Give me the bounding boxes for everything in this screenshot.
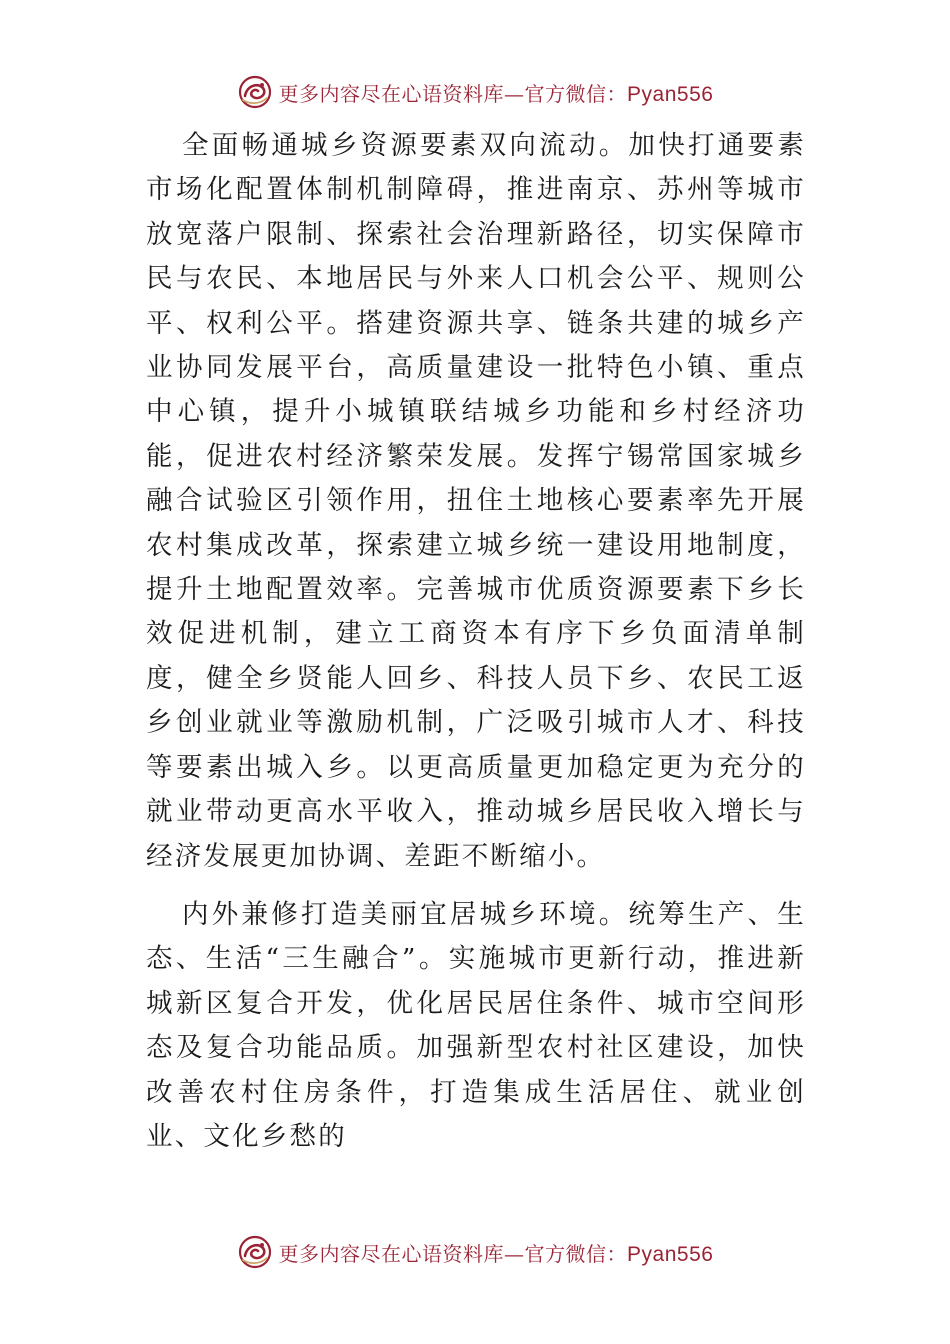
header-banner (0, 72, 950, 112)
footer-wechat-id: Pyan556 (627, 1242, 714, 1266)
header-wechat-id: Pyan556 (627, 82, 714, 106)
paragraph-livable-environment: 内外兼修打造美丽宜居城乡环境。统筹生产、生态、生活“三生融合”。实施城市更新行动，推进新城新区复合开发，优化居民居住条件、城市空间形态及复合功能品质。加强新型农村社区建设，加快改善农村住房条件，打造集成生活居住、就业创业、文化乡愁的 (146, 898, 806, 1152)
swirl-logo-icon (237, 1234, 273, 1270)
footer-banner-label: 更多内容尽在心语资料库—官方微信： (278, 1241, 628, 1266)
footer-banner-text (279, 1238, 714, 1267)
document-body (146, 124, 806, 1173)
header-banner-label: 更多内容尽在心语资料库—官方微信： (278, 81, 628, 106)
header-banner-text (279, 78, 714, 107)
footer-banner (0, 1232, 950, 1272)
swirl-logo-icon (237, 74, 273, 110)
paragraph-urban-rural-resources: 全面畅通城乡资源要素双向流动。加快打通要素市场化配置体制机制障碍，推进南京、苏州等城市放宽落户限制、探索社会治理新路径，切实保障市民与农民、本地居民与外来人口机会公平、规则公平、权利公平。搭建资源共享、链条共建的城乡产业协同发展平台，高质量建设一批特色小镇、重点中心镇，提升小城镇联结城乡功能和乡村经济功能，促进农村经济繁荣发展。发挥宁锡常国家城乡融合试验区引领作用，扭住土地核心要素率先开展农村集成改革，探索建立城乡统一建设用地制度，提升土地配置效率。完善城市优质资源要素下乡长效促进机制，建立工商资本有序下乡负面清单制度，健全乡贤能人回乡、科技人员下乡、农民工返乡创业就业等激励机制，广泛吸引城市人才、科技等要素出城入乡。以更高质量更加稳定更为充分的就业带动更高水平收入，推动城乡居民收入增长与经济发展更加协调、差距不断缩小。 (146, 130, 806, 872)
